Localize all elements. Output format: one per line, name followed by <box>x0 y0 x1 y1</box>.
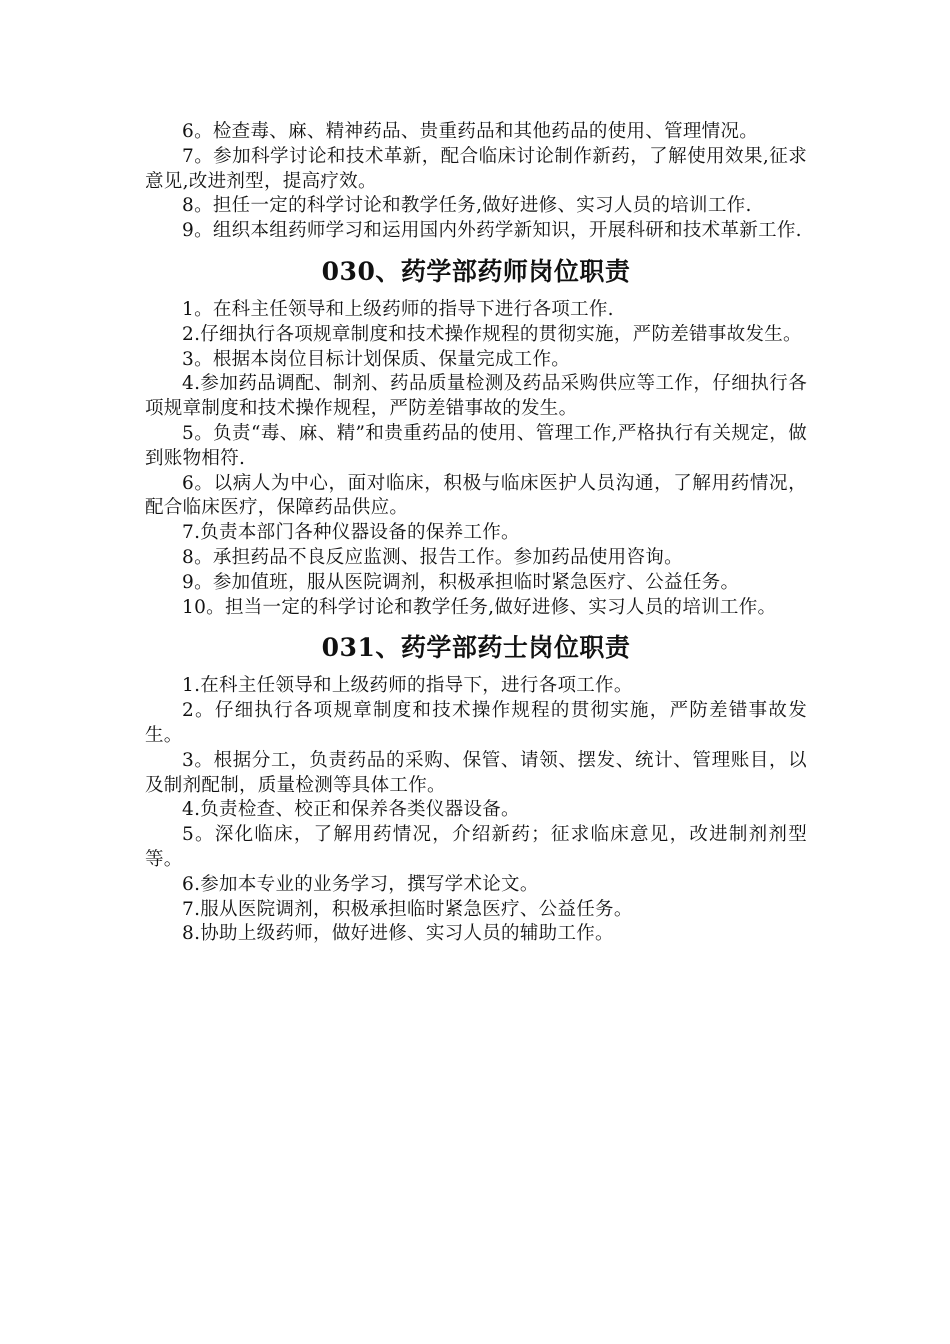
document-page <box>145 120 807 947</box>
duty-item: 7.负责本部门各种仪器设备的保养工作。 <box>182 522 520 544</box>
duty-item: 10。担当一定的科学讨论和教学任务,做好进修、实习人员的培训工作。 <box>182 596 777 618</box>
section-heading: 031、药学部药士岗位职责 <box>321 633 631 663</box>
duty-item: 1。在科主任领导和上级药师的指导下进行各项工作. <box>182 298 614 320</box>
duty-item: 9。组织本组药师学习和运用国内外药学新知识，开展科研和技术革新工作. <box>182 220 802 242</box>
duty-item: 2。仔细执行各项规章制度和技术操作规程的贯彻实施，严防差错事故发生。 <box>145 700 807 746</box>
duty-item: 4.负责检查、校正和保养各类仪器设备。 <box>182 799 520 821</box>
section-heading: 030、药学部药师岗位职责 <box>321 256 631 286</box>
duty-item: 2.仔细执行各项规章制度和技术操作规程的贯彻实施，严防差错事故发生。 <box>182 323 802 345</box>
duty-item: 7。参加科学讨论和技术革新，配合临床讨论制作新药，了解使用效果,征求意见,改进剂型，提高疗效。 <box>145 145 807 192</box>
duty-item: 6。检查毒、麻、精神药品、贵重药品和其他药品的使用、管理情况。 <box>182 121 759 142</box>
duty-item: 1.在科主任领导和上级药师的指导下，进行各项工作。 <box>182 675 633 697</box>
duty-item: 3。根据本岗位目标计划保质、保量完成工作。 <box>182 348 571 370</box>
duty-item: 6.参加本专业的业务学习，撰写学术论文。 <box>182 873 539 895</box>
duty-item: 4.参加药品调配、制剂、药品质量检测及药品采购供应等工作，仔细执行各项规章制度和技术操作规程，严防差错事故的发生。 <box>145 373 807 420</box>
section-031 <box>145 630 807 947</box>
duty-item: 6。以病人为中心，面对临床，积极与临床医护人员沟通，了解用药情况，配合临床医疗，保障药品供应。 <box>145 472 807 519</box>
duty-item: 8。承担药品不良反应监测、报告工作。参加药品使用咨询。 <box>182 546 683 568</box>
duty-item: 5。深化临床，了解用药情况，介绍新药；征求临床意见，改进制剂剂型等。 <box>145 824 807 870</box>
section-030 <box>145 254 807 620</box>
duty-item: 8。担任一定的科学讨论和教学任务,做好进修、实习人员的培训工作. <box>182 195 752 217</box>
duty-item: 9。参加值班，服从医院调剂，积极承担临时紧急医疗、公益任务。 <box>182 571 740 593</box>
section-prev <box>145 120 807 244</box>
duty-item: 8.协助上级药师，做好进修、实习人员的辅助工作。 <box>182 923 614 945</box>
duty-item: 7.服从医院调剂，积极承担临时紧急医疗、公益任务。 <box>182 898 633 920</box>
duty-item: 5。负责“毒、麻、精”和贵重药品的使用、管理工作,严格执行有关规定，做到账物相符. <box>145 422 807 469</box>
duty-item: 3。根据分工，负责药品的采购、保管、请领、摆发、统计、管理账目，以及制剂配制，质量检测等具体工作。 <box>145 749 807 796</box>
